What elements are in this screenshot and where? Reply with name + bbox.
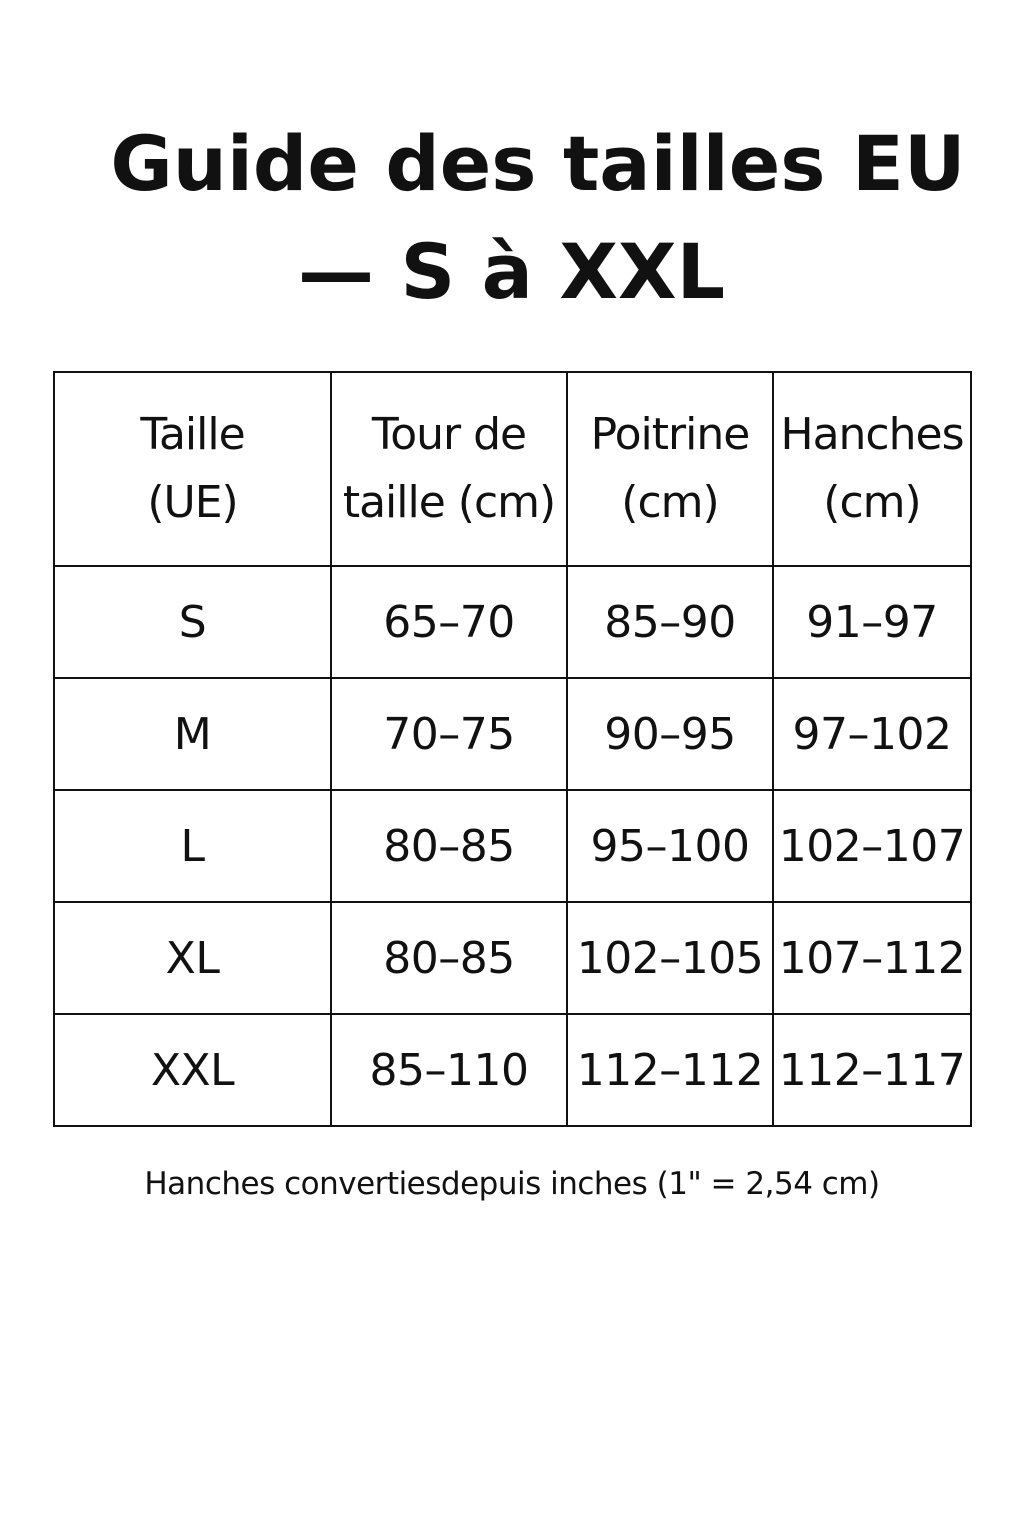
table-row bbox=[54, 1014, 971, 1126]
header-hips: Hanches (cm) bbox=[773, 372, 971, 566]
cell-hips: 97–102 bbox=[773, 678, 971, 790]
cell-chest: 102–105 bbox=[567, 902, 773, 1014]
cell-size: M bbox=[54, 678, 331, 790]
header-chest: Poitrine (cm) bbox=[567, 372, 773, 566]
cell-waist: 85–110 bbox=[331, 1014, 567, 1126]
cell-hips: 107–112 bbox=[773, 902, 971, 1014]
cell-hips: 91–97 bbox=[773, 566, 971, 678]
cell-chest: 95–100 bbox=[567, 790, 773, 902]
cell-waist: 70–75 bbox=[331, 678, 567, 790]
conversion-note: Hanches convertiesdepuis inches (1" = 2,54 cm) bbox=[144, 1166, 880, 1202]
cell-waist: 65–70 bbox=[331, 566, 567, 678]
cell-waist: 80–85 bbox=[331, 790, 567, 902]
cell-size: XXL bbox=[54, 1014, 331, 1126]
page-title bbox=[0, 110, 1024, 326]
cell-size: S bbox=[54, 566, 331, 678]
cell-size: XL bbox=[54, 902, 331, 1014]
header-size: Taille (UE) bbox=[54, 372, 331, 566]
page-title-line-1: Guide des tailles EU bbox=[110, 119, 966, 208]
table-row bbox=[54, 566, 971, 678]
cell-size: L bbox=[54, 790, 331, 902]
cell-waist: 80–85 bbox=[331, 902, 567, 1014]
cell-hips: 112–117 bbox=[773, 1014, 971, 1126]
table-header-row bbox=[54, 372, 971, 566]
header-waist: Tour de taille (cm) bbox=[331, 372, 567, 566]
cell-chest: 112–112 bbox=[567, 1014, 773, 1126]
table-row bbox=[54, 678, 971, 790]
table-row bbox=[54, 902, 971, 1014]
cell-chest: 85–90 bbox=[567, 566, 773, 678]
page-title-line-2: — S à XXL bbox=[298, 227, 726, 316]
table-row bbox=[54, 790, 971, 902]
cell-chest: 90–95 bbox=[567, 678, 773, 790]
size-chart-table bbox=[53, 371, 972, 1127]
cell-hips: 102–107 bbox=[773, 790, 971, 902]
